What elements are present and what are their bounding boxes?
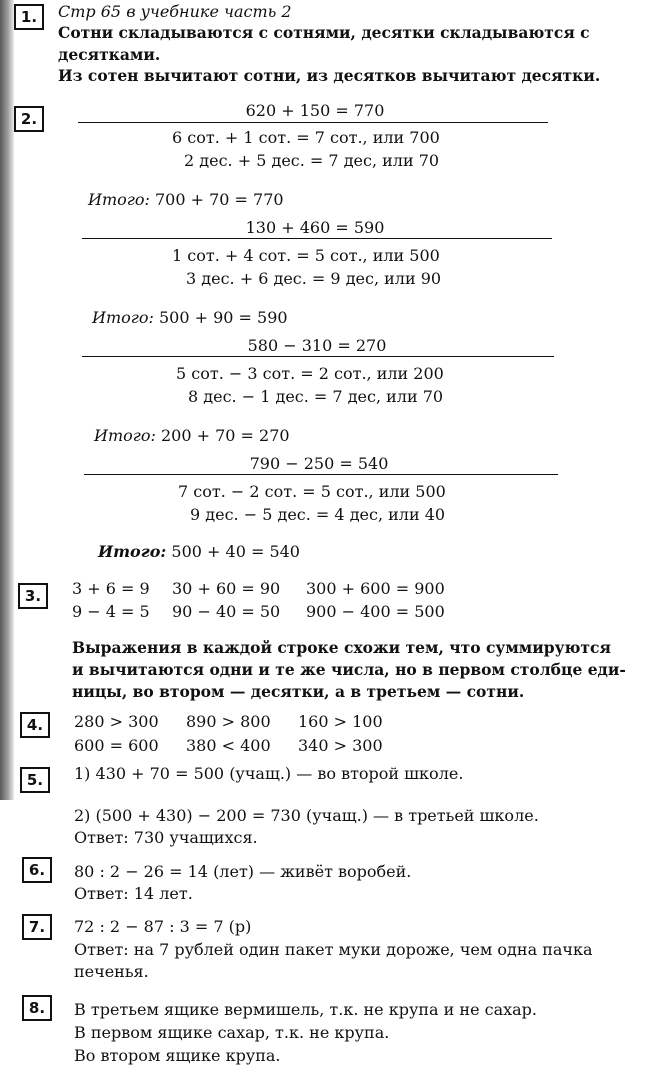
block2-tens: 3 дес. + 6 дес. = 9 дес, или 90 xyxy=(186,269,442,288)
task-number-6: 6. xyxy=(22,857,52,883)
block3-divider xyxy=(82,356,554,357)
block2-total-line xyxy=(92,308,288,328)
task5-step-1: 1) 430 + 70 = 500 (учащ.) — во второй школе. xyxy=(74,764,464,783)
textbook-reference: Стр 65 в учебнике часть 2 xyxy=(58,2,292,21)
task1-line-2: десятками. xyxy=(58,45,161,64)
task-number-3: 3. xyxy=(18,583,48,609)
task5-answer: Ответ: 730 учащихся. xyxy=(74,828,258,847)
task4-r2-c3: 340 > 300 xyxy=(298,736,383,755)
block1-tens: 2 дес. + 5 дес. = 7 дес, или 70 xyxy=(184,151,440,170)
task5-step-2: 2) (500 + 430) − 200 = 730 (учащ.) — в третьей школе. xyxy=(74,806,539,825)
block4-hundreds: 7 сот. − 2 сот. = 5 сот., или 500 xyxy=(178,482,446,501)
task-number-1: 1. xyxy=(14,4,44,30)
task4-r2-c1: 600 = 600 xyxy=(74,736,159,755)
block4-divider xyxy=(84,474,558,475)
block1-divider xyxy=(78,122,548,123)
block2-total-label: Итого: xyxy=(92,308,154,327)
task-number-7: 7. xyxy=(22,914,52,940)
task-number-5: 5. xyxy=(20,767,50,793)
task3-r1-c2: 30 + 60 = 90 xyxy=(172,579,281,598)
block2-header: 130 + 460 = 590 xyxy=(245,218,385,237)
task4-r1-c1: 280 > 300 xyxy=(74,712,159,731)
block3-hundreds: 5 сот. − 3 сот. = 2 сот., или 200 xyxy=(176,364,444,383)
task3-explanation-2: и вычитаются одни и те же числа, но в первом столбце еди- xyxy=(72,660,626,679)
block3-total-line xyxy=(94,426,290,446)
task8-line-2: В первом ящике сахар, т.к. не крупа. xyxy=(74,1023,390,1042)
block2-total: 500 + 90 = 590 xyxy=(158,308,288,327)
block3-header: 580 − 310 = 270 xyxy=(247,336,387,355)
block1-hundreds: 6 сот. + 1 сот. = 7 сот., или 700 xyxy=(172,128,440,147)
block1-total: 700 + 70 = 770 xyxy=(154,190,284,209)
block2-hundreds: 1 сот. + 4 сот. = 5 сот., или 500 xyxy=(172,246,440,265)
task3-explanation-1: Выражения в каждой строке схожи тем, что суммируются xyxy=(72,638,611,657)
task6-solution: 80 : 2 − 26 = 14 (лет) — живёт воробей. xyxy=(74,862,412,881)
task6-answer: Ответ: 14 лет. xyxy=(74,884,193,903)
task3-r2-c2: 90 − 40 = 50 xyxy=(172,602,281,621)
task4-r1-c3: 160 > 100 xyxy=(298,712,383,731)
block1-total-label: Итого: xyxy=(88,190,150,209)
task3-explanation-3: ницы, во втором — десятки, а в третьем — сотни. xyxy=(72,682,525,701)
task3-r1-c3: 300 + 600 = 900 xyxy=(306,579,445,598)
block4-total-label: Итого: xyxy=(98,542,167,561)
task8-line-3: Во втором ящике крупа. xyxy=(74,1046,281,1065)
task7-solution: 72 : 2 − 87 : 3 = 7 (р) xyxy=(74,917,252,936)
task7-answer-2: печенья. xyxy=(74,962,149,981)
task4-r2-c2: 380 < 400 xyxy=(186,736,271,755)
page-scan-edge xyxy=(0,0,14,800)
task1-line-1: Сотни складываются с сотнями, десятки складываются с xyxy=(58,23,590,42)
task1-line-3: Из сотен вычитают сотни, из десятков вычитают десятки. xyxy=(58,66,601,85)
task3-r2-c3: 900 − 400 = 500 xyxy=(306,602,445,621)
task4-r1-c2: 890 > 800 xyxy=(186,712,271,731)
block1-total-line xyxy=(88,190,284,210)
block3-total: 200 + 70 = 270 xyxy=(160,426,290,445)
task7-answer-1: Ответ: на 7 рублей один пакет муки дороже, чем одна пачка xyxy=(74,940,593,959)
block4-header: 790 − 250 = 540 xyxy=(249,454,389,473)
block3-total-label: Итого: xyxy=(94,426,156,445)
task-number-4: 4. xyxy=(20,712,50,738)
block2-divider xyxy=(82,238,552,239)
task-number-2: 2. xyxy=(14,106,44,132)
block4-total-line xyxy=(98,542,300,562)
task-number-8: 8. xyxy=(22,995,52,1021)
task3-r1-c1: 3 + 6 = 9 xyxy=(72,579,150,598)
block1-header: 620 + 150 = 770 xyxy=(245,101,385,120)
task8-line-1: В третьем ящике вермишель, т.к. не крупа и не сахар. xyxy=(74,1000,538,1019)
block3-tens: 8 дес. − 1 дес. = 7 дес, или 70 xyxy=(188,387,444,406)
block4-total: 500 + 40 = 540 xyxy=(171,542,300,561)
block4-tens: 9 дес. − 5 дес. = 4 дес, или 40 xyxy=(190,505,446,524)
task3-r2-c1: 9 − 4 = 5 xyxy=(72,602,150,621)
